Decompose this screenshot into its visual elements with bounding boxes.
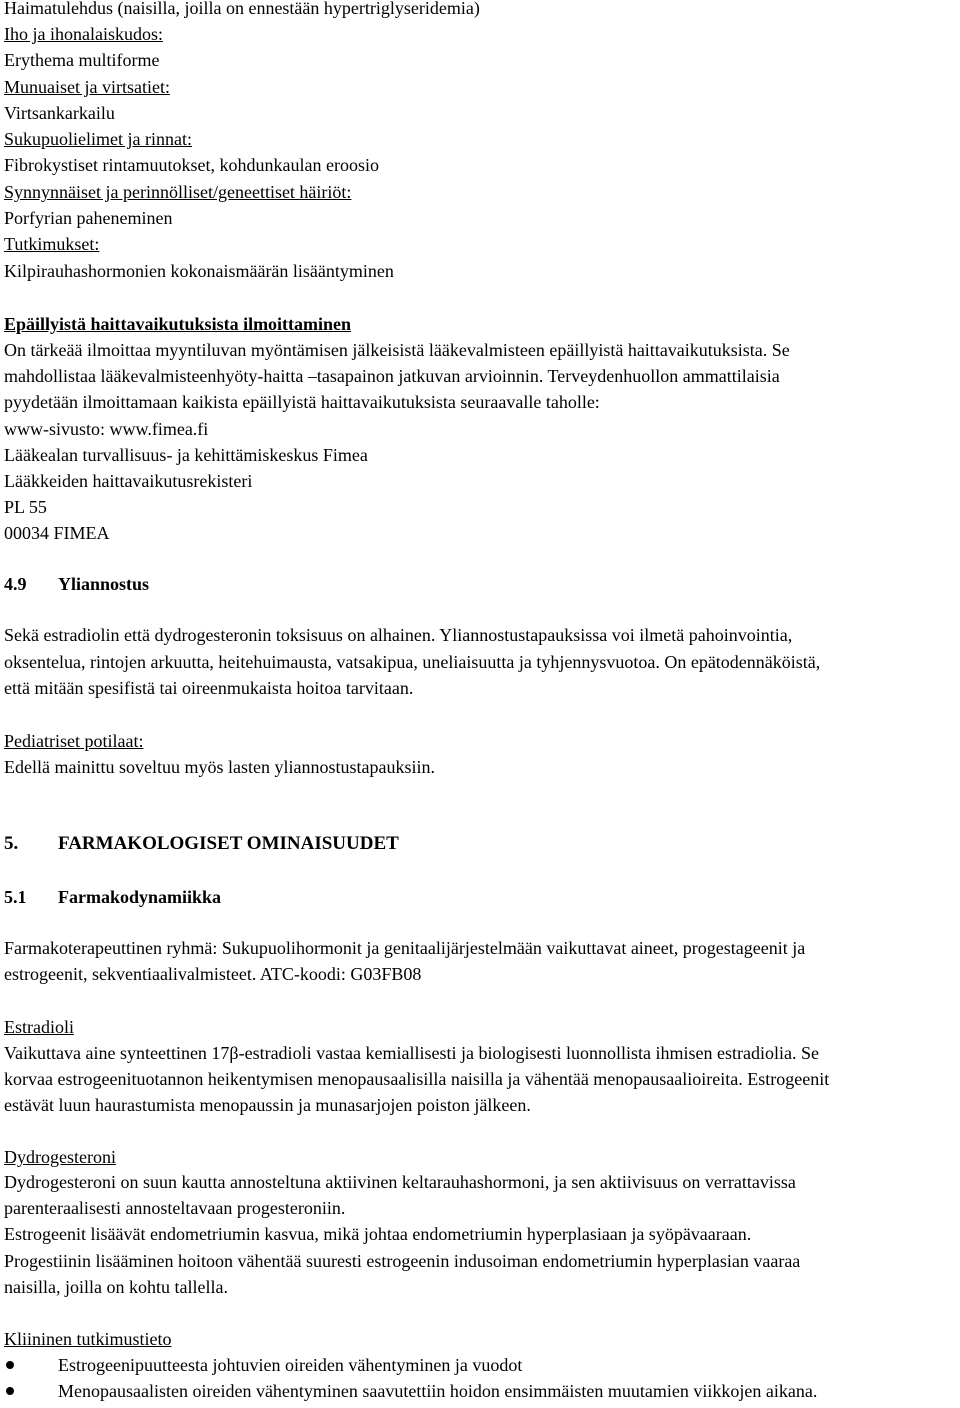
estradiol-heading: Estradioli: [4, 1017, 74, 1037]
reporting-line: On tärkeää ilmoittaa myyntiluvan myöntämisen jälkeisistä lääkevalmisteen epäillyistä haittavaikutuksista. Se: [4, 340, 790, 360]
section-title: Yliannostus: [58, 574, 150, 594]
pharmacotherapeutic-group-line: Farmakoterapeuttinen ryhmä: Sukupuolihormonit ja genitaalijärjestelmään vaikuttavat aineet, progestageenit ja: [4, 938, 806, 958]
skin-item: Erythema multiforme: [4, 50, 160, 70]
clinical-heading: Kliininen tutkimustieto: [4, 1329, 172, 1349]
dydrogesterone-line: naisilla, joilla on kohtu tallella.: [4, 1277, 228, 1297]
congenital-heading: Synnynnäiset ja perinnölliset/geneettiset häiriöt:: [4, 182, 352, 202]
overdose-line: että mitään spesifistä tai oireenmukaista hoitoa tarvitaan.: [4, 678, 414, 698]
section-number: 4.9: [4, 574, 27, 594]
bullet-icon: [6, 1361, 14, 1369]
section-number: 5.: [4, 833, 19, 854]
reporting-heading: Epäillyistä haittavaikutuksista ilmoittaminen: [4, 314, 352, 334]
clinical-bullet-item: Menopausaalisten oireiden vähentyminen saavutettiin hoidon ensimmäisten muutamien viikkojen aikana.: [58, 1381, 818, 1401]
metabolism-line: Haimatulehdus (naisilla, joilla on ennestään hypertriglyseridemia): [4, 0, 480, 18]
estradiol-line: Vaikuttava aine synteettinen 17β-estradioli vastaa kemiallisesti ja biologisesti luonnollista ihmisen estradiolia. Se: [4, 1043, 819, 1063]
reporting-website: www-sivusto: www.fimea.fi: [4, 419, 209, 439]
congenital-item: Porfyrian paheneminen: [4, 208, 173, 228]
skin-heading: Iho ja ihonalaiskudos:: [4, 24, 163, 44]
overdose-line: Sekä estradiolin että dydrogesteronin toksisuus on alhainen. Yliannostustapauksissa voi ilmetä pahoinvointia,: [4, 625, 793, 645]
subsection-number: 5.1: [4, 887, 27, 907]
dydrogesterone-line: Progestiinin lisääminen hoitoon vähentää suuresti estrogeenin indusoiman endometriumin hyperplasian vaaraa: [4, 1251, 801, 1271]
estradiol-line: estävät luun haurastumista menopaussin ja munasarjojen poiston jälkeen.: [4, 1095, 531, 1115]
subsection-title: Farmakodynamiikka: [58, 887, 222, 907]
kidney-heading: Munuaiset ja virtsatiet:: [4, 77, 170, 97]
reporting-registry: Lääkkeiden haittavaikutusrekisteri: [4, 471, 253, 491]
section-title: FARMAKOLOGISET OMINAISUUDET: [58, 833, 399, 854]
overdose-line: oksentelua, rintojen arkuutta, heitehuimausta, vatsakipua, uneliaisuutta ja tyhjennysvuotoa. On epätodennäköistä,: [4, 652, 821, 672]
investigations-heading: Tutkimukset:: [4, 234, 100, 254]
reporting-line: pyydetään ilmoittamaan kaikista epäillyistä haittavaikutuksista seuraavalle taholle:: [4, 392, 600, 412]
pharmacotherapeutic-group-line: estrogeenit, sekventiaalivalmisteet. ATC-koodi: G03FB08: [4, 964, 422, 984]
dydrogesterone-heading: Dydrogesteroni: [4, 1147, 116, 1167]
estradiol-line: korvaa estrogeenituotannon heikentymisen menopausaalisilla naisilla ja vähentää menopausaalioireita. Estrogeenit: [4, 1069, 830, 1089]
pediatric-text: Edellä mainittu soveltuu myös lasten yliannostustapauksiin.: [4, 757, 435, 777]
reporting-postcode: 00034 FIMEA: [4, 523, 110, 543]
dydrogesterone-line: Dydrogesteroni on suun kautta annosteltuna aktiivinen keltarauhashormoni, ja sen aktiivisuus on verrattavissa: [4, 1172, 796, 1192]
dydrogesterone-line: Estrogeenit lisäävät endometriumin kasvua, mikä johtaa endometriumin hyperplasiaan ja syöpävaaraan.: [4, 1224, 752, 1244]
clinical-bullet-item: Estrogeenipuutteesta johtuvien oireiden vähentyminen ja vuodot: [58, 1355, 523, 1375]
reproductive-item: Fibrokystiset rintamuutokset, kohdunkaulan eroosio: [4, 155, 379, 175]
reproductive-heading: Sukupuolielimet ja rinnat:: [4, 129, 192, 149]
reporting-pobox: PL 55: [4, 497, 47, 517]
dydrogesterone-line: parenteraalisesti annosteltavaan progesteroniin.: [4, 1198, 346, 1218]
kidney-item: Virtsankarkailu: [4, 103, 115, 123]
reporting-org: Lääkealan turvallisuus- ja kehittämiskeskus Fimea: [4, 445, 368, 465]
investigations-item: Kilpirauhashormonien kokonaismäärän lisääntyminen: [4, 261, 394, 281]
reporting-line: mahdollistaa lääkevalmisteenhyöty-haitta –tasapainon jatkuvan arvioinnin. Terveydenhuollon ammattilaisia: [4, 366, 780, 386]
pediatric-heading: Pediatriset potilaat:: [4, 731, 144, 751]
bullet-icon: [6, 1387, 14, 1395]
